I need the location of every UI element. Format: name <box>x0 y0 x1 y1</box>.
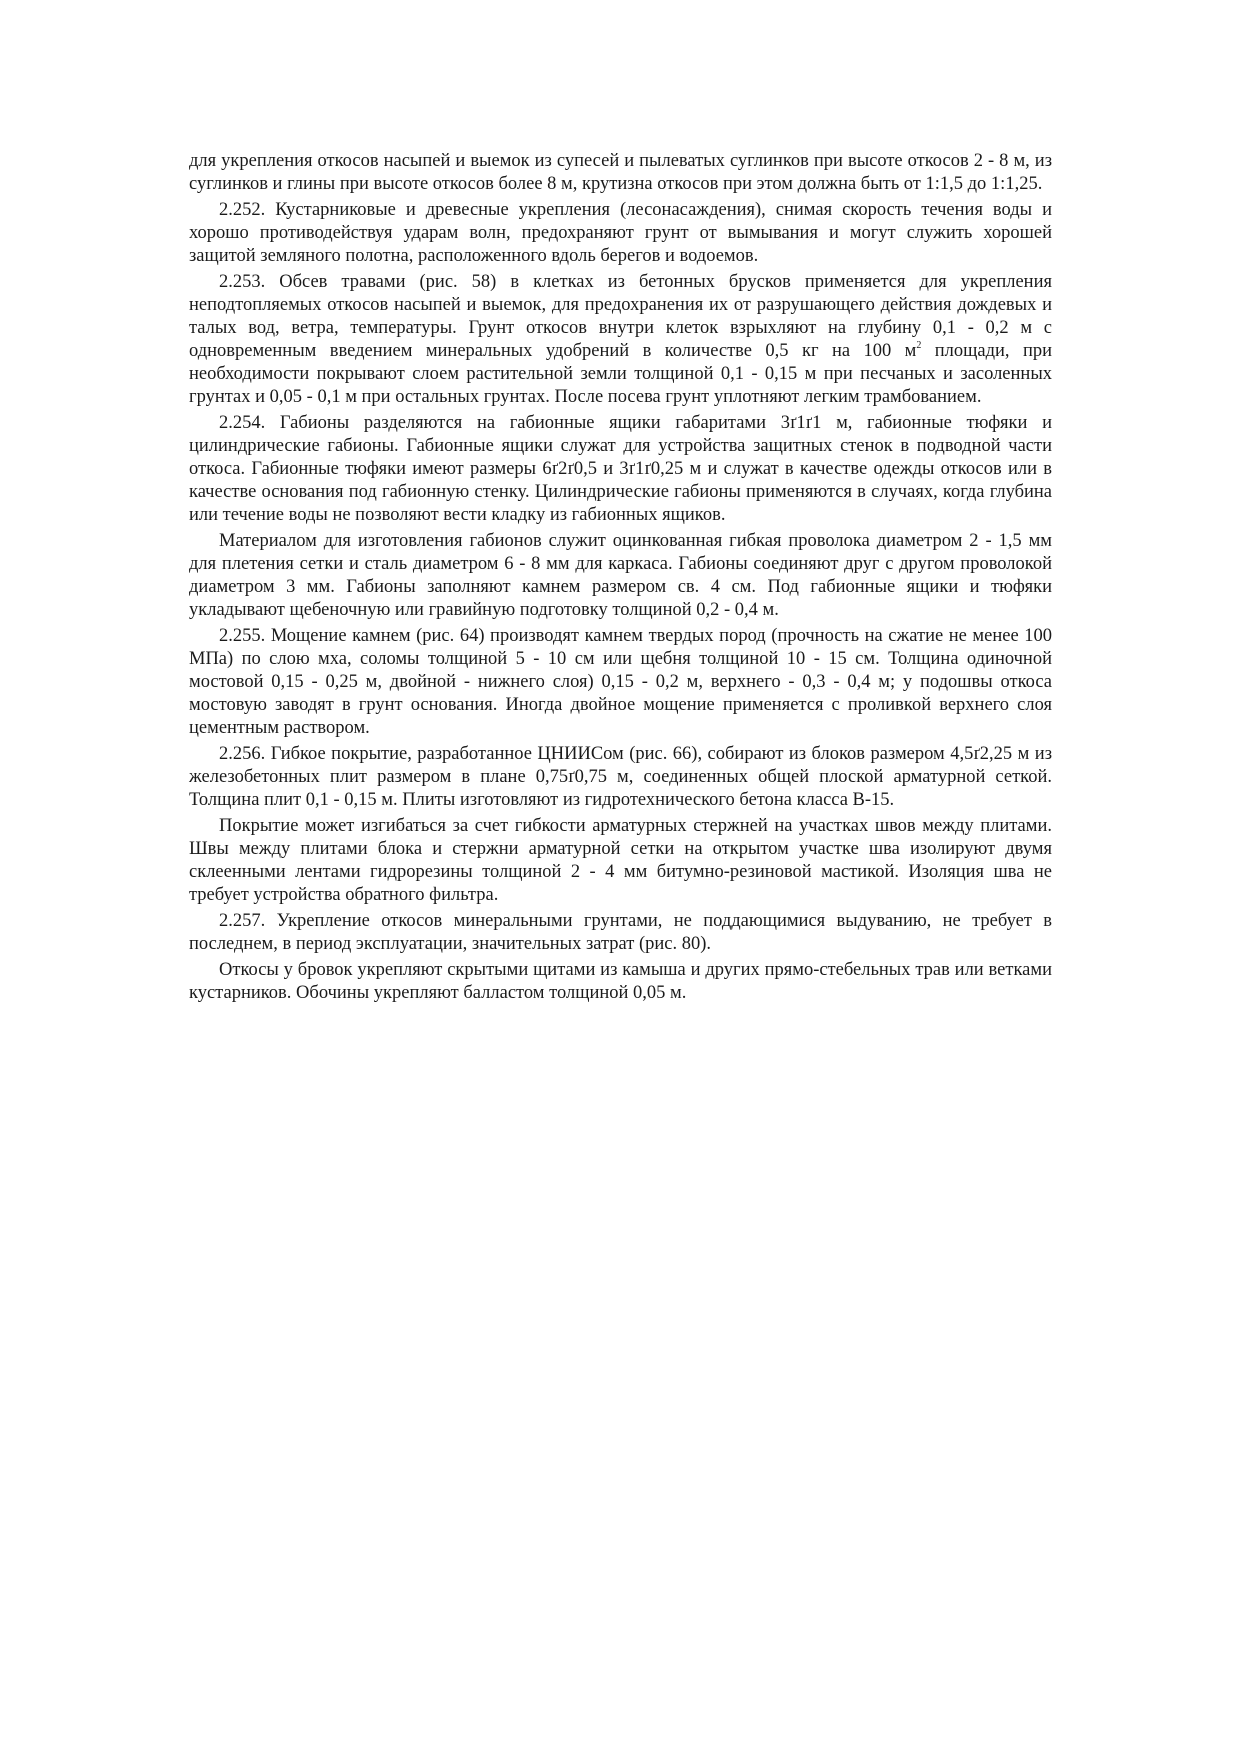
paragraph-2-253 <box>189 271 1052 409</box>
paragraph-2-253-text-before: 2.253. Обсев травами (рис. 58) в клетках из бетонных брусков применяется для укрепления неподтопляемых откосов насыпей и выемок, для предохранения их от разрушающего действия дождевых и талых вод, ветра, температуры. Грунт откосов внутри клеток взрыхляют на глубину 0,1 - 0,2 м с одновременным введением минеральных удобрений в количестве 0,5 кг на 100 м <box>189 272 1052 361</box>
document-page <box>189 150 1052 1008</box>
paragraph-gabion-materials: Материалом для изготовления габионов служит оцинкованная гибкая проволока диаметром 2 - 1,5 мм для плетения сетки и сталь диаметром 6 - 8 мм для каркаса. Габионы соединяют друг с другом проволокой диаметром 3 мм. Габионы заполняют камнем размером св. 4 см. Под габионные ящики и тюфяки укладывают щебеночную или гравийную подготовку толщиной 0,2 - 0,4 м. <box>189 531 1052 620</box>
paragraph-continuation: для укрепления откосов насыпей и выемок из супесей и пылеватых суглинков при высоте откосов 2 - 8 м, из суглинков и глины при высоте откосов более 8 м, крутизна откосов при этом должна быть от 1:1,5 до 1:1,25. <box>189 151 1052 194</box>
superscript-2: 2 <box>916 339 922 351</box>
paragraph-flexible-coating: Покрытие может изгибаться за счет гибкости арматурных стержней на участках швов между плитами. Швы между плитами блока и стержни арматурной сетки на открытом участке шва изолируют двумя склеенными лентами гидрорезины толщиной 2 - 4 мм битумно-резиновой мастикой. Изоляция шва не требует устройства обратного фильтра. <box>189 816 1052 905</box>
paragraph-2-256: 2.256. Гибкое покрытие, разработанное ЦНИИСом (рис. 66), собирают из блоков размером 4,5ґ2,25 м из железобетонных плит размером в плане 0,75ґ0,75 м, соединенных общей плоской арматурной сеткой. Толщина плит 0,1 - 0,15 м. Плиты изготовляют из гидротехнического бетона класса В-15. <box>189 744 1052 810</box>
paragraph-2-257: 2.257. Укрепление откосов минеральными грунтами, не поддающимися выдуванию, не требует в последнем, в период эксплуатации, значительных затрат (рис. 80). <box>189 911 1052 954</box>
paragraph-slopes-edges: Откосы у бровок укрепляют скрытыми щитами из камыша и других прямо-стебельных трав или ветками кустарников. Обочины укрепляют балластом толщиной 0,05 м. <box>189 960 1052 1003</box>
paragraph-2-253-text-after: площади, при необходимости покрывают слоем растительной земли толщиной 0,1 - 0,15 м при песчаных и засоленных грунтах и 0,05 - 0,1 м при остальных грунтах. После посева грунт уплотняют легким трамбованием. <box>189 341 1052 407</box>
paragraph-2-252: 2.252. Кустарниковые и древесные укрепления (лесонасаждения), снимая скорость течения воды и хорошо противодействуя ударам волн, предохраняют грунт от вымывания и могут служить хорошей защитой земляного полотна, расположенного вдоль берегов и водоемов. <box>189 200 1052 266</box>
paragraph-2-255: 2.255. Мощение камнем (рис. 64) производят камнем твердых пород (прочность на сжатие не менее 100 МПа) по слою мха, соломы толщиной 5 - 10 см или щебня толщиной 10 - 15 см. Толщина одиночной мостовой 0,15 - 0,25 м, двойной - нижнего слоя) 0,15 - 0,2 м, верхнего - 0,3 - 0,4 м; у подошвы откоса мостовую заводят в грунт основания. Иногда двойное мощение применяется с проливкой верхнего слоя цементным раствором. <box>189 626 1052 738</box>
paragraph-2-254: 2.254. Габионы разделяются на габионные ящики габаритами 3ґ1ґ1 м, габионные тюфяки и цилиндрические габионы. Габионные ящики служат для устройства защитных стенок в подводной части откоса. Габионные тюфяки имеют размеры 6ґ2ґ0,5 и 3ґ1ґ0,25 м и служат в качестве одежды откосов или в качестве основания под габионную стенку. Цилиндрические габионы применяются в случаях, когда глубина или течение воды не позволяют вести кладку из габионных ящиков. <box>189 413 1052 525</box>
